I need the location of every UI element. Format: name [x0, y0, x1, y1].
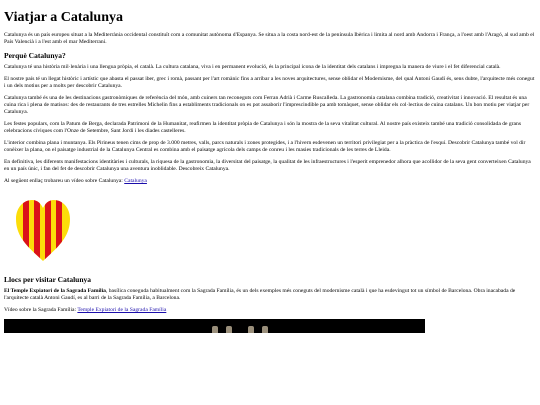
video-line: [4, 178, 536, 185]
sagrada-video-line: [4, 307, 536, 314]
tower-shape: [226, 326, 232, 333]
catalunya-video-link[interactable]: Catalunya: [124, 178, 147, 184]
paragraph-landscape: L'interior combina plana i muntanya. Els Pirineus tenen cims de prop de 3.000 metres, valls, parcs naturals i zones protegides, i a l'hivern esdevenen un territori privilegiat per a la pràctica de l'esquí. Descobrir Catalunya també vol dir conèixer la plana, on el paisatge industrial de la Catalunya Central es combina amb el paisatge agrícola dels camps de conreu i les masies tradicionals de les terres de Lleida.: [4, 140, 526, 153]
places-heading: Llocs per visitar Catalunya: [4, 275, 92, 284]
sagrada-video-text: Vídeo sobre la Sagrada Família:: [4, 307, 78, 313]
paragraph-gastronomy: Catalunya també és una de les destinacions gastronòmiques de referència del món, amb cuiners tan reconeguts com Ferran Adrià i Carme Ruscalleda. La gastronomia catalana combina tradició, creativitat i innovació. El resultat és una cuina rica i plena de matisos: des de restaurants de tres estrelles Michelin fins a establiments tradicionals on es pot assaborir l'imprescindible pa amb tomàquet, sense oblidar els col·lectius de cuina catalans. Un bon motiu per viatjar per Catalunya.: [4, 95, 530, 115]
tower-shape: [248, 326, 254, 333]
intro-paragraph: Catalunya és un país europeu situat a la Mediterrània occidental constituït com a comunitat autònoma d'Espanya. Se situa a la costa nord-est de la península Ibèrica i limita al nord amb Andorra i França, a l'oest amb l'Aragó, al sud amb el País Valencià i a l'est amb el mar Mediterrani.: [4, 32, 535, 45]
paragraph-summary: En definitiva, les diferents manifestacions identitàries i culturals, la riquesa de la gastronomia, la diversitat del paisatge, la qualitat de les infraestructures i l'esperit emprenedor alhora que acollidor de la seva gent converteixen Catalunya en un país únic, i fan del fet de descobrir Catalunya una aventura inoblidable. Descobreix Catalunya.: [4, 159, 531, 172]
why-heading: Perquè Catalunya?: [4, 51, 66, 60]
video-line-text: Al següent enllaç trobareu un vídeo sobre Catalunya:: [4, 178, 125, 184]
paragraph-festivals: Les festes populars, com la Patum de Berga, declarada Patrimoni de la Humanitat, reafirmen la identitat pròpia de Catalunya i són la mostra de la seva vitalitat cultural. Al nostre país existeix també una tradició consolidada de grans celebracions cíviques com l'Onze de Setembre, Sant Jordi i les diades castelleres.: [4, 121, 522, 134]
paragraph-history: Catalunya té una història mil·lenària i una llengua pròpia, el català. La cultura catalana, viva i en permanent evolució, és la principal icona de la identitat dels catalans i impregna la manera de viure i el fet diferencial català.: [4, 64, 501, 70]
sagrada-paragraph: [4, 288, 536, 302]
tower-shape: [212, 326, 218, 333]
sagrada-name: El Temple Expiatori de la Sagrada Família: [4, 288, 106, 294]
catalan-flag-heart-icon: [14, 197, 72, 263]
sagrada-video-link[interactable]: Temple Expiatori de la Sagrada Família: [77, 307, 167, 313]
sagrada-text: , basílica coneguda habitualment com la Sagrada Família, és un dels exemples més coneguts del modernisme català i que ha esdevingut tot un símbol de Barcelona. Obra inacabada de l'arquitecte català Antoni Gaudí, es al barri de la Sagrada Família, a Barcelona.: [4, 288, 516, 301]
paragraph-heritage: El nostre país té un llegat històric i artístic que abasta el passat iber, grec i romà, passant per l'art romànic fins a arribar a les noves arquitectures, sense oblidar el Modernisme, del qual Antoni Gaudí és, sens dubte, l'arquitecte més conegut i un dels motius per a molts per descobrir Catalunya.: [4, 76, 535, 89]
tower-shape: [262, 326, 268, 333]
sagrada-video-player[interactable]: [4, 319, 425, 333]
page-title: Viatjar a Catalunya: [4, 10, 123, 25]
